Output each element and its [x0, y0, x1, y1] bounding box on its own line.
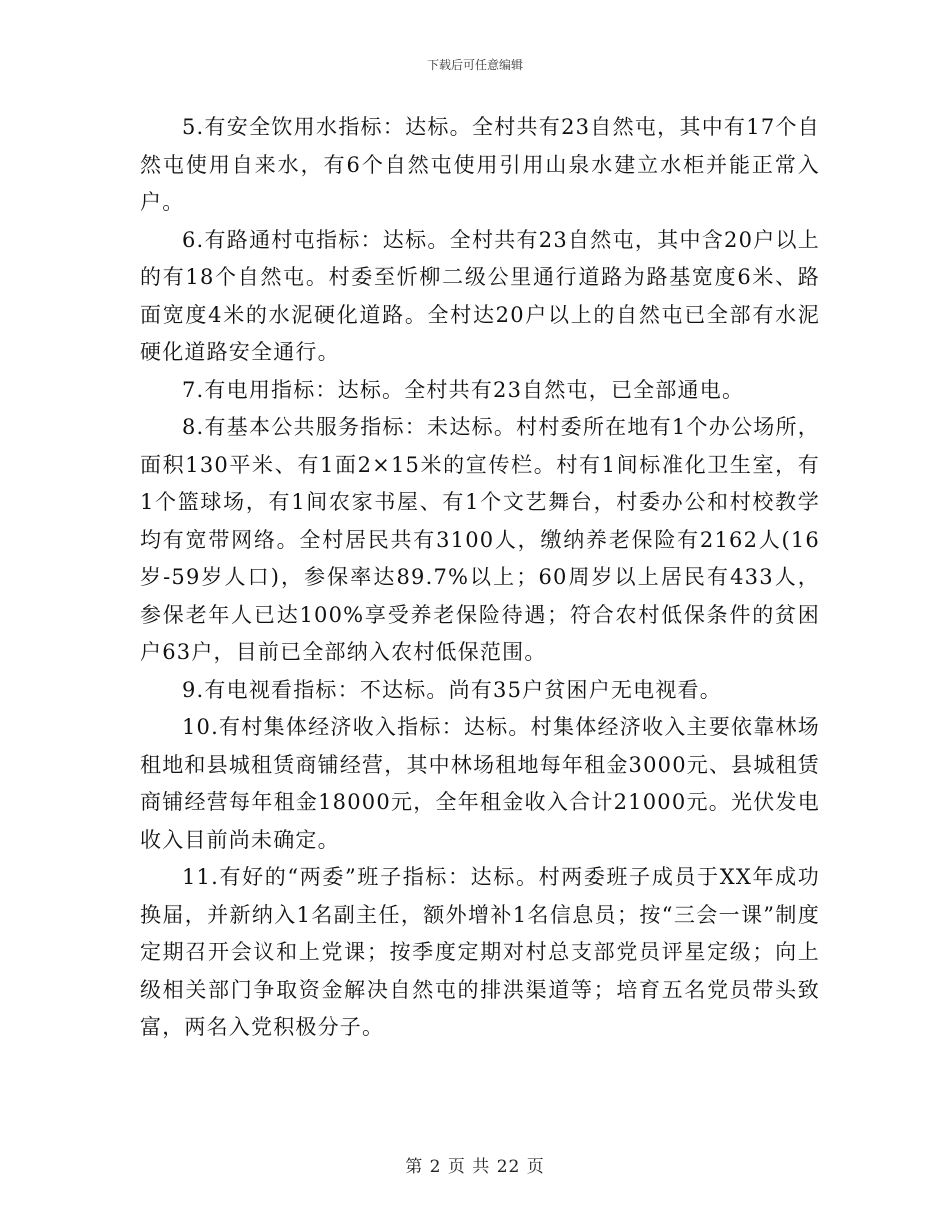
paragraph-item-6: 6.有路通村屯指标：达标。全村共有23自然屯，其中含20户以上的有18个自然屯。村委至忻柳二级公里通行道路为路基宽度6米、路面宽度4米的水泥硬化道路。全村达20户以上的自然屯已全部有水泥硬化道路安全通行。: [140, 227, 820, 364]
document-body: [140, 109, 820, 1047]
paragraph-item-7: 7.有电用指标：达标。全村共有23自然屯，已全部通电。: [182, 377, 745, 402]
paragraph-item-8: 8.有基本公共服务指标：未达标。村村委所在地有1个办公场所，面积130平米、有1面2×15米的宣传栏。村有1间标准化卫生室，有1个篮球场，有1间农家书屋、有1个文艺舞台，村委办公和村校教学均有宽带网络。全村居民共有3100人，缴纳养老保险有2162人(16岁-59岁人口)，参保率达89.7%以上；60周岁以上居民有433人，参保老年人已达100%享受养老保险待遇；符合农村低保条件的贫困户63户，目前已全部纳入农村低保范围。: [140, 415, 820, 664]
paragraph-item-11: 11.有好的“两委”班子指标：达标。村两委班子成员于XX年成功换届，并新纳入1名副主任，额外增补1名信息员；按“三会一课”制度定期召开会议和上党课；按季度定期对村总支部党员评星定级；向上级相关部门争取资金解决自然屯的排洪渠道等；培育五名党员带头致富，两名入党积极分子。: [140, 865, 820, 1039]
paragraph-item-5: 5.有安全饮用水指标：达标。全村共有23自然屯，其中有17个自然屯使用自来水，有6个自然屯使用引用山泉水建立水柜并能正常入户。: [140, 115, 820, 214]
page-header: 下载后可任意编辑: [426, 58, 523, 72]
page-footer: 第 2 页 共 22 页: [405, 1157, 545, 1177]
paragraph-item-10: 10.有村集体经济收入指标：达标。村集体经济收入主要依靠林场租地和县城租赁商铺经营，其中林场租地每年租金3000元、县城租赁商铺经营每年租金18000元，全年租金收入合计21000元。光伏发电收入目前尚未确定。: [140, 715, 820, 852]
paragraph-item-9: 9.有电视看指标：不达标。尚有35户贫困户无电视看。: [182, 677, 722, 702]
